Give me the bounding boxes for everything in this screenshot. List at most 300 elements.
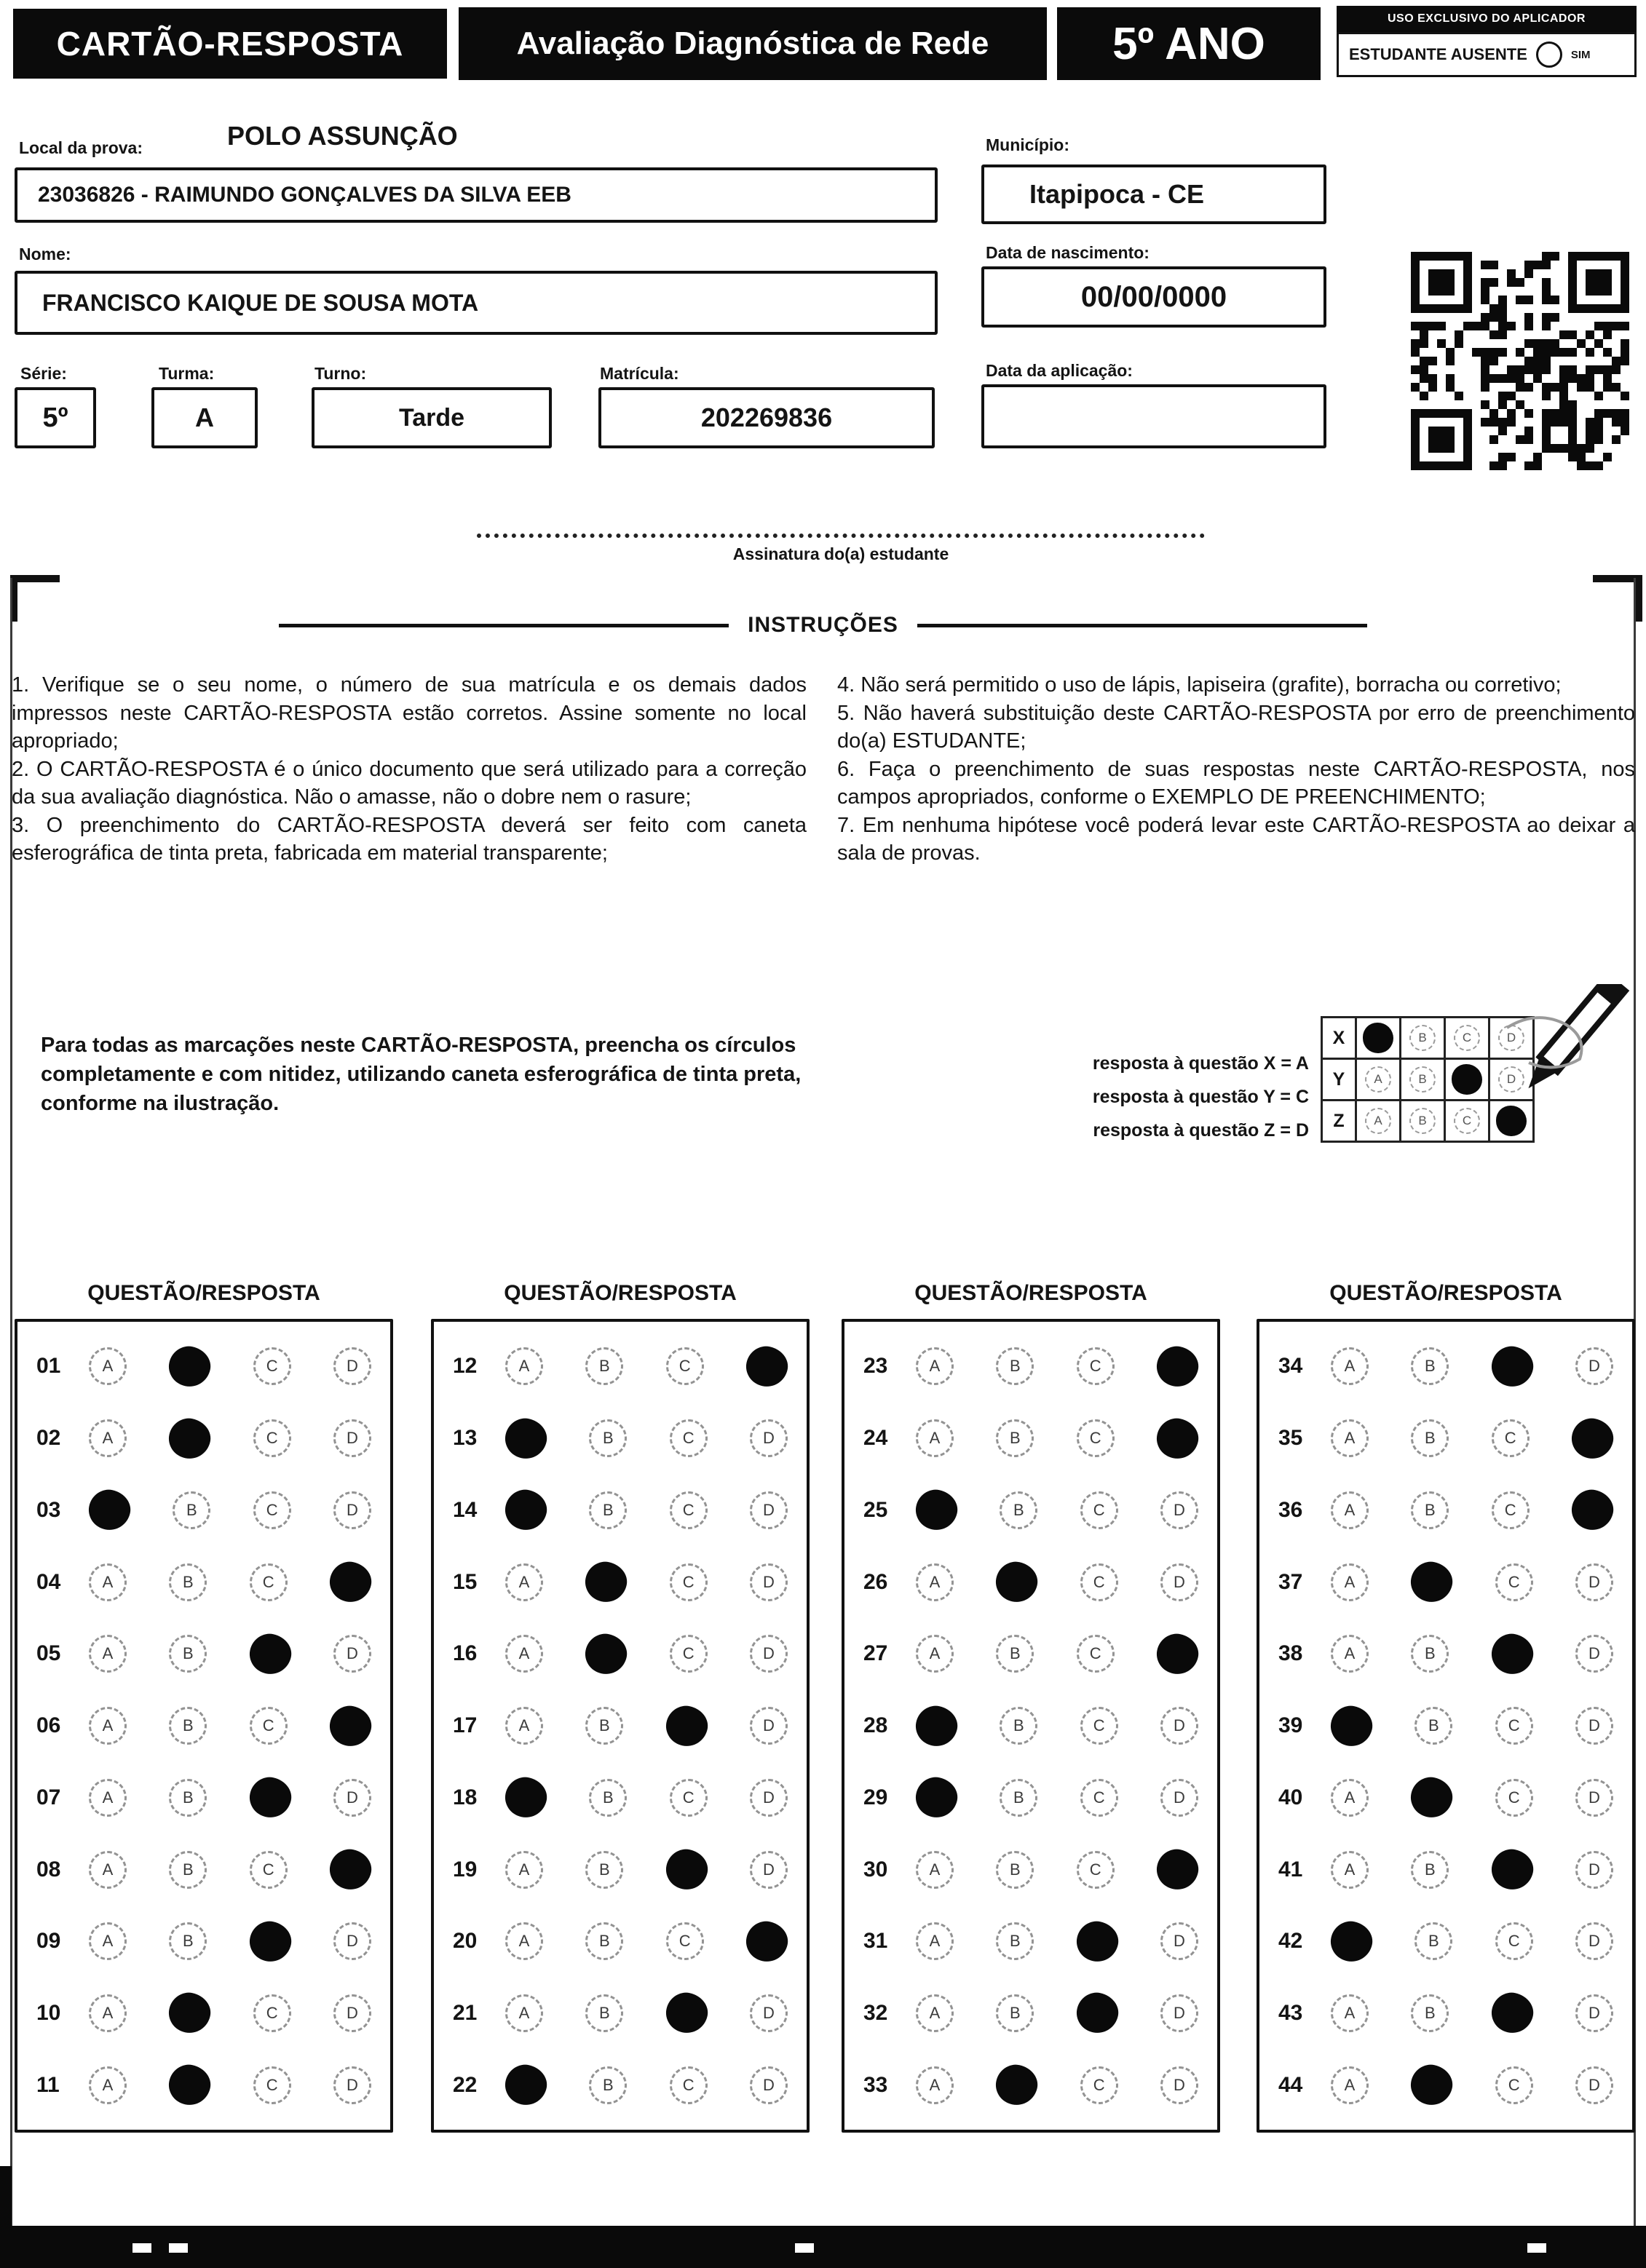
answers-column-4 [1257,1319,1635,2133]
question-number: 07 [36,1785,61,1809]
question-number: 02 [36,1426,61,1451]
answer-bubble-d[interactable]: D [1575,1779,1613,1817]
bubble-group [911,1347,1198,1387]
answer-bubble-a[interactable]: A [916,1563,954,1601]
question-number: 34 [1278,1354,1303,1379]
answer-bubble-b[interactable]: B [169,1635,207,1673]
answer-bubble-b[interactable]: B [996,1922,1034,1960]
question-number: 44 [1278,2072,1303,2097]
answer-row [17,2049,390,2121]
answer-bubble-c[interactable] [1073,1917,1122,1965]
answer-bubble-b[interactable]: B [996,1994,1034,2032]
answer-bubble-d[interactable]: D [1160,1707,1198,1745]
answer-row [434,1331,807,1403]
answer-bubble-a[interactable]: A [505,1707,543,1745]
answer-bubble-b[interactable]: B [169,1707,207,1745]
example-bubble-a: A [1365,1108,1391,1134]
answer-bubble-d[interactable]: D [1575,2066,1613,2104]
answer-bubble-a[interactable]: A [916,2066,954,2104]
answer-row [434,1906,807,1978]
answer-bubble-c[interactable] [1488,1846,1537,1894]
answer-row [17,1546,390,1618]
bubble-group [84,2065,371,2105]
signature-line [477,534,1205,538]
answer-bubble-b[interactable]: B [585,1347,623,1385]
answer-bubble-c[interactable]: C [1080,1563,1118,1601]
answer-bubble-c[interactable]: C [250,1563,288,1601]
fill-instruction-note: Para todas as marcações neste CARTÃO-RESPOSTA, preencha os círculos completamente e com nitidez, utilizando caneta esferográfica de tinta preta, conforme na ilustração. [41,1034,802,1116]
answer-bubble-c[interactable]: C [666,1347,704,1385]
example-option-cell [1401,1060,1446,1101]
question-number: 19 [453,1857,478,1882]
qr-code [1411,252,1629,470]
answer-bubble-b[interactable]: B [1411,1851,1449,1889]
answer-bubble-c[interactable]: C [1495,2066,1533,2104]
answer-bubble-b[interactable]: B [1414,1707,1452,1745]
answer-bubble-d[interactable]: D [750,1491,788,1529]
answer-bubble-b[interactable]: B [589,2066,627,2104]
bubble-group [501,1419,788,1459]
example-option-cell [1401,1101,1446,1143]
answer-bubble-b[interactable]: B [169,1851,207,1889]
answer-bubble-c[interactable]: C [1080,1779,1118,1817]
question-number: 30 [863,1857,888,1882]
question-number: 22 [453,2072,478,2097]
answer-bubble-c[interactable]: C [670,2066,708,2104]
scan-side-mark [0,2166,12,2227]
answer-bubble-a[interactable] [1327,1702,1376,1750]
answer-bubble-c[interactable] [1488,1343,1537,1391]
question-number: 42 [1278,1929,1303,1954]
answer-bubble-a[interactable]: A [916,1635,954,1673]
answer-bubble-c[interactable]: C [670,1635,708,1673]
answer-bubble-d[interactable] [1568,1486,1617,1534]
answer-bubble-d[interactable]: D [750,1707,788,1745]
question-number: 35 [1278,1426,1303,1451]
question-number: 13 [453,1426,478,1451]
answer-bubble-c[interactable] [246,1774,295,1822]
bubble-group [911,1634,1198,1674]
instructions-rule-left [279,624,729,627]
answer-bubble-a[interactable] [85,1486,134,1534]
answer-bubble-c[interactable]: C [253,1491,291,1529]
matricula-label: Matrícula: [600,364,679,383]
answer-bubble-d[interactable]: D [750,1563,788,1601]
answer-bubble-a[interactable]: A [916,1347,954,1385]
answer-bubble-a[interactable]: A [505,1851,543,1889]
question-number: 10 [36,2000,61,2025]
answer-bubble-c[interactable]: C [670,1419,708,1457]
answer-bubble-c[interactable] [662,1846,711,1894]
answer-row [434,1978,807,2050]
answer-bubble-b[interactable] [165,1343,214,1391]
bubble-group [1326,1347,1613,1387]
bubble-group [84,1849,371,1890]
answer-bubble-d[interactable]: D [1160,2066,1198,2104]
question-number: 05 [36,1641,61,1666]
bubble-group [911,1419,1198,1459]
bubble-group [501,1849,788,1890]
absent-field [1337,32,1637,77]
answer-bubble-c[interactable]: C [1492,1491,1530,1529]
bubble-group [1326,1490,1613,1530]
answer-bubble-a[interactable]: A [1331,1779,1369,1817]
aplicacao-box [981,384,1326,448]
timing-mark [795,2243,814,2253]
answer-bubble-c[interactable]: C [670,1563,708,1601]
answer-bubble-b[interactable]: B [589,1491,627,1529]
answer-bubble-b[interactable]: B [169,1563,207,1601]
bubble-group [911,1922,1198,1962]
answer-bubble-b[interactable]: B [589,1419,627,1457]
question-number: 21 [453,2000,478,2025]
bubble-group [501,1347,788,1387]
answer-bubble-d[interactable]: D [333,1994,371,2032]
answer-row [1259,1690,1632,1762]
question-number: 11 [36,2072,60,2097]
question-number: 08 [36,1857,61,1882]
answer-bubble-d[interactable]: D [750,1635,788,1673]
answer-bubble-c[interactable]: C [1495,1563,1533,1601]
answer-bubble-b[interactable]: B [996,1851,1034,1889]
answer-bubble-a[interactable]: A [89,2066,127,2104]
answer-bubble-d[interactable] [743,1917,791,1965]
signature-label: Assinatura do(a) estudante [732,544,949,563]
answer-bubble-a[interactable] [1327,1917,1376,1965]
answer-bubble-d[interactable]: D [333,1779,371,1817]
example-legend-line: resposta à questão Z = D [1093,1120,1309,1141]
answer-bubble-d[interactable]: D [1575,1563,1613,1601]
answers-column-3 [842,1319,1220,2133]
answers-column-header: QUESTÃO/RESPOSTA [1329,1281,1562,1305]
question-number: 33 [863,2072,888,2097]
answer-bubble-a[interactable] [502,1486,550,1534]
answer-bubble-d[interactable] [743,1343,791,1391]
answer-bubble-a[interactable] [912,1486,961,1534]
answer-bubble-b[interactable]: B [585,1707,623,1745]
answer-bubble-a[interactable]: A [89,1347,127,1385]
answer-bubble-c[interactable]: C [250,1851,288,1889]
answer-bubble-a[interactable]: A [505,1994,543,2032]
answer-bubble-c[interactable] [662,1989,711,2037]
answer-bubble-a[interactable]: A [1331,1347,1369,1385]
answer-bubble-a[interactable]: A [505,1922,543,1960]
answer-bubble-b[interactable]: B [173,1491,210,1529]
instruction-item: 1. Verifique se o seu nome, o número de sua matrícula e os demais dados impressos neste CARTÃO-RESPOSTA estão corretos. Assine somente no local apropriado; [12,673,807,753]
answer-bubble-d[interactable]: D [333,1419,371,1457]
answer-bubble-c[interactable]: C [1080,2066,1118,2104]
answer-bubble-b[interactable]: B [1000,1491,1037,1529]
example-bubble-b: B [1409,1025,1436,1051]
scan-bottom-bar [0,2226,1646,2268]
question-number: 15 [453,1569,478,1594]
turma-label: Turma: [159,364,215,383]
answer-row [1259,1474,1632,1546]
answer-bubble-a[interactable]: A [1331,1635,1369,1673]
answer-bubble-c[interactable] [1488,1630,1537,1678]
answer-bubble-a[interactable]: A [1331,1491,1369,1529]
answer-bubble-d[interactable]: D [1160,1994,1198,2032]
answer-row [434,1618,807,1690]
answer-bubble-c[interactable]: C [1492,1419,1530,1457]
answer-bubble-a[interactable]: A [1331,1419,1369,1457]
answer-bubble-b[interactable]: B [996,1635,1034,1673]
answer-bubble-b[interactable]: B [589,1779,627,1817]
answer-bubble-d[interactable] [1153,1630,1202,1678]
bubble-group [501,1562,788,1602]
answer-row [434,1546,807,1618]
answer-bubble-b[interactable]: B [1000,1779,1037,1817]
question-number: 26 [863,1569,888,1594]
answer-bubble-a[interactable]: A [89,1707,127,1745]
answer-bubble-b[interactable] [992,2061,1041,2109]
answer-bubble-a[interactable]: A [89,1851,127,1889]
answer-bubble-d[interactable] [1153,1414,1202,1462]
answer-bubble-c[interactable]: C [1077,1635,1115,1673]
answer-bubble-d[interactable] [326,1846,375,1894]
answer-bubble-b[interactable]: B [169,1922,207,1960]
answer-bubble-b[interactable] [165,1989,214,2037]
answer-bubble-c[interactable]: C [1495,1922,1533,1960]
answer-bubble-a[interactable]: A [89,1419,127,1457]
aplicador-title: USO EXCLUSIVO DO APLICADOR [1337,6,1637,32]
answer-row [844,1978,1217,2050]
example-bubble-a [1363,1023,1393,1053]
bubble-group [911,2065,1198,2105]
bubble-group [501,1777,788,1817]
instruction-item: 4. Não será permitido o uso de lápis, lapiseira (grafite), borracha ou corretivo; [837,673,1562,697]
example-row-label: Z [1323,1101,1357,1143]
answer-bubble-c[interactable]: C [253,1347,291,1385]
answer-bubble-b[interactable] [1407,1774,1456,1822]
example-bubble-b: B [1409,1108,1436,1134]
aplicacao-label: Data da aplicação: [986,361,1133,380]
answer-bubble-a[interactable]: A [1331,1563,1369,1601]
answer-bubble-d[interactable]: D [333,1635,371,1673]
example-row-label: Y [1323,1060,1357,1101]
answer-bubble-b[interactable]: B [996,1347,1034,1385]
example-bubble-c: C [1454,1025,1480,1051]
bubble-group [911,1993,1198,2033]
answer-row [17,1618,390,1690]
example-bubble-c: C [1454,1108,1480,1134]
bubble-group [1326,2065,1613,2105]
answer-row [434,2049,807,2121]
answer-bubble-d[interactable]: D [750,1779,788,1817]
question-number: 04 [36,1569,61,1594]
answer-bubble-a[interactable]: A [505,1563,543,1601]
answer-bubble-b[interactable]: B [585,1994,623,2032]
answer-bubble-a[interactable]: A [505,1635,543,1673]
answer-bubble-d[interactable] [326,1702,375,1750]
answer-bubble-a[interactable]: A [89,1994,127,2032]
question-number: 31 [863,1929,888,1954]
answer-bubble-d[interactable] [1153,1846,1202,1894]
answer-bubble-b[interactable]: B [996,1419,1034,1457]
answer-bubble-c[interactable] [1488,1989,1537,2037]
sheet-subtitle: Avaliação Diagnóstica de Rede [459,7,1047,80]
question-number: 03 [36,1497,61,1522]
answer-bubble-b[interactable] [1407,1558,1456,1606]
answer-bubble-d[interactable]: D [333,1347,371,1385]
answer-bubble-b[interactable]: B [1000,1707,1037,1745]
absent-option-label: SIM [1570,48,1591,61]
bubble-group [911,1490,1198,1530]
answer-row [17,1978,390,2050]
answer-bubble-c[interactable] [662,1702,711,1750]
answer-bubble-b[interactable] [582,1630,630,1678]
answer-row [1259,1761,1632,1833]
turma-box: A [151,387,258,448]
instruction-item: 3. O preenchimento do CARTÃO-RESPOSTA deverá ser feito com caneta esferográfica de tinta preta, fabricada em material transparente; [12,813,807,865]
instructions-header [0,613,1646,638]
answer-bubble-d[interactable]: D [1160,1491,1198,1529]
answer-bubble-b[interactable]: B [1411,1994,1449,2032]
answer-row [1259,1546,1632,1618]
answer-bubble-c[interactable]: C [1077,1347,1115,1385]
answers-column-header: QUESTÃO/RESPOSTA [504,1281,737,1305]
nascimento-label: Data de nascimento: [986,243,1150,262]
answer-bubble-b[interactable]: B [1414,1922,1452,1960]
answer-row [434,1474,807,1546]
answer-bubble-a[interactable]: A [1331,2066,1369,2104]
answer-bubble-d[interactable] [326,1558,375,1606]
answer-bubble-d[interactable]: D [750,1851,788,1889]
answer-bubble-a[interactable]: A [916,1994,954,2032]
answer-bubble-b[interactable]: B [585,1851,623,1889]
matricula-box: 202269836 [598,387,935,448]
answer-bubble-a[interactable] [502,1414,550,1462]
timing-mark [132,2243,151,2253]
example-option-cell [1357,1101,1401,1143]
answer-bubble-c[interactable]: C [1495,1707,1533,1745]
pen-illustration [1478,984,1638,1144]
answer-bubble-c[interactable]: C [666,1922,704,1960]
question-number: 27 [863,1641,888,1666]
answer-bubble-b[interactable]: B [585,1922,623,1960]
example-legend [1034,1047,1309,1147]
answer-bubble-d[interactable]: D [1575,1347,1613,1385]
answer-bubble-b[interactable]: B [169,1779,207,1817]
answer-bubble-a[interactable]: A [1331,1851,1369,1889]
answer-bubble-c[interactable]: C [1080,1491,1118,1529]
question-number: 38 [1278,1641,1303,1666]
bubble-group [84,1634,371,1674]
answer-bubble-d[interactable]: D [333,1922,371,1960]
answer-bubble-c[interactable]: C [1080,1707,1118,1745]
answer-bubble-d[interactable]: D [1160,1922,1198,1960]
answer-bubble-a[interactable]: A [89,1922,127,1960]
answer-bubble-d[interactable]: D [1160,1563,1198,1601]
bubble-group [1326,1922,1613,1962]
answer-bubble-d[interactable]: D [1575,1851,1613,1889]
answer-bubble-d[interactable]: D [333,2066,371,2104]
answer-bubble-d[interactable]: D [1160,1779,1198,1817]
absent-bubble[interactable] [1536,41,1562,68]
answer-bubble-d[interactable]: D [750,1419,788,1457]
question-number: 40 [1278,1785,1303,1809]
bubble-group [1326,1849,1613,1890]
example-bubble-d: D [1498,1025,1524,1051]
example-legend-line: resposta à questão Y = C [1092,1087,1309,1107]
answer-bubble-a[interactable] [502,2061,550,2109]
answer-bubble-d[interactable]: D [1575,1922,1613,1960]
answer-bubble-a[interactable]: A [916,1851,954,1889]
answer-bubble-c[interactable] [1073,1989,1122,2037]
question-number: 01 [36,1354,61,1379]
answer-bubble-d[interactable]: D [1575,1994,1613,2032]
instruction-item: 5. Não haverá substituição deste CARTÃO-RESPOSTA por erro de preenchimento do(a) ESTUDANTE; [837,701,1635,753]
answer-bubble-b[interactable]: B [1411,1635,1449,1673]
answer-bubble-a[interactable]: A [916,1419,954,1457]
answer-bubble-c[interactable]: C [253,2066,291,2104]
answer-bubble-b[interactable]: B [1411,1419,1449,1457]
turno-box: Tarde [312,387,552,448]
bubble-group [501,1993,788,2033]
answer-row [844,1690,1217,1762]
answer-bubble-a[interactable] [912,1774,961,1822]
bubble-group [911,1706,1198,1746]
answer-bubble-c[interactable]: C [1077,1419,1115,1457]
answer-bubble-a[interactable]: A [89,1563,127,1601]
question-number: 32 [863,2000,888,2025]
bubble-group [501,1490,788,1530]
instructions-rule-right [917,624,1367,627]
serie-box: 5º [15,387,96,448]
bubble-group [501,2065,788,2105]
answer-bubble-b[interactable] [992,1558,1041,1606]
answer-bubble-d[interactable]: D [1575,1707,1613,1745]
answer-bubble-c[interactable]: C [670,1779,708,1817]
answer-bubble-d[interactable]: D [750,2066,788,2104]
answer-row [844,1474,1217,1546]
answer-bubble-c[interactable]: C [1077,1851,1115,1889]
answer-bubble-b[interactable] [582,1558,630,1606]
answer-bubble-c[interactable] [246,1630,295,1678]
answer-bubble-b[interactable] [165,1414,214,1462]
answer-bubble-a[interactable] [912,1702,961,1750]
local-label: Local da prova: [19,138,143,157]
answer-bubble-a[interactable]: A [916,1922,954,1960]
answer-bubble-b[interactable]: B [1411,1491,1449,1529]
answer-bubble-c[interactable]: C [253,1994,291,2032]
question-number: 23 [863,1354,888,1379]
nascimento-box: 00/00/0000 [981,266,1326,328]
answer-bubble-c[interactable]: C [253,1419,291,1457]
answer-bubble-a[interactable] [502,1774,550,1822]
answer-bubble-a[interactable]: A [89,1635,127,1673]
answer-bubble-c[interactable]: C [1495,1779,1533,1817]
answer-bubble-a[interactable]: A [505,1347,543,1385]
grade-badge: 5º ANO [1057,7,1321,80]
answer-bubble-d[interactable]: D [333,1491,371,1529]
municipio-label: Município: [986,135,1069,154]
answer-bubble-c[interactable]: C [670,1491,708,1529]
answer-bubble-d[interactable]: D [1575,1635,1613,1673]
answer-bubble-b[interactable] [165,2061,214,2109]
answer-bubble-d[interactable] [1153,1343,1202,1391]
absent-label: ESTUDANTE AUSENTE [1349,45,1527,63]
answer-bubble-d[interactable] [1568,1414,1617,1462]
answer-bubble-c[interactable] [246,1917,295,1965]
answer-bubble-a[interactable]: A [89,1779,127,1817]
answer-bubble-b[interactable]: B [1411,1347,1449,1385]
answer-bubble-c[interactable]: C [250,1707,288,1745]
answer-bubble-b[interactable] [1407,2061,1456,2109]
answer-bubble-d[interactable]: D [750,1994,788,2032]
answer-bubble-a[interactable]: A [1331,1994,1369,2032]
bubble-group [1326,1993,1613,2033]
